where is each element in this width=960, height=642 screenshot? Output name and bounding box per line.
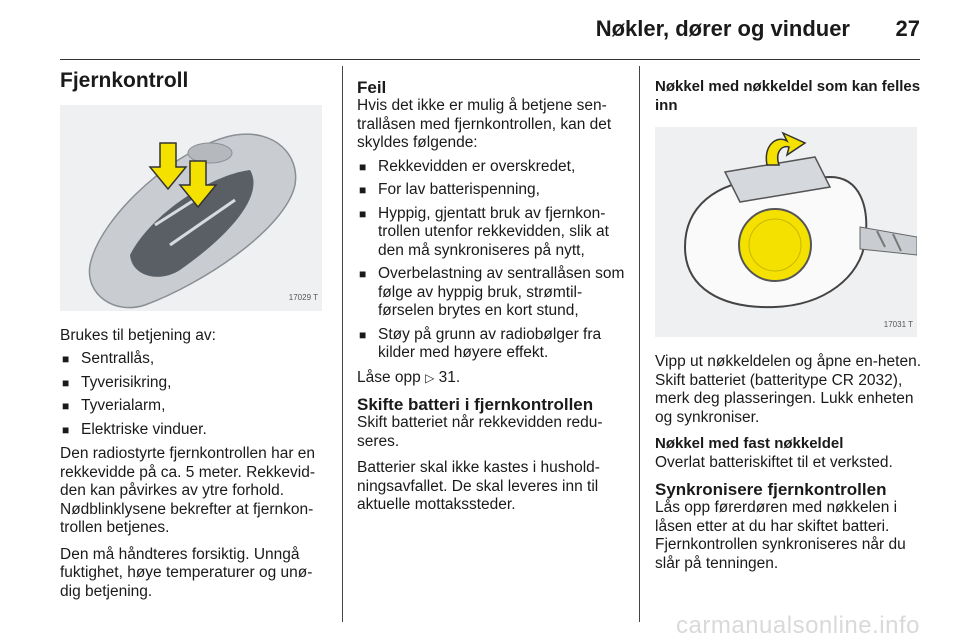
- unlock-reference: [357, 369, 629, 388]
- care-paragraph: Den må håndteres forsiktig. Unngå fuktighet, høye temperaturer og unø-dig betjening.: [60, 545, 313, 600]
- column-divider-2: [639, 66, 640, 622]
- fault-intro: Hvis det ikke er mulig å betjene sen-trallåsen med fjernkontrollen, kan det skyldes følgende:: [357, 97, 612, 151]
- unlock-page-link[interactable]: 31.: [438, 368, 461, 386]
- folding-key-paragraph: Vipp ut nøkkeldelen og åpne en-heten. Skift batteriet (batteritype CR 2032), merk deg plasseringen. Lukk enheten og synkroniser.: [655, 353, 921, 426]
- list-item: ■ Rekkevidden er overskredet,: [357, 158, 629, 177]
- remote-key-illustration: [60, 105, 322, 311]
- section-heading-fault: Feil: [357, 78, 387, 97]
- column-2: [357, 78, 629, 523]
- key-fob-icon: [60, 105, 322, 311]
- section-heading-battery: Skifte batteri i fjernkontrollen: [357, 395, 594, 414]
- usage-intro: Brukes til betjening av:: [60, 326, 216, 344]
- sync-paragraph: Lås opp førerdøren med nøkkelen i låsen etter at du har skiftet batteri. Fjernkontrollen synkroniseres når du slår på tenningen.: [655, 499, 906, 572]
- list-item: ■ Elektriske vinduer.: [60, 421, 332, 440]
- figure-code: 17029 T: [288, 293, 318, 302]
- list-item: ■ Tyverialarm,: [60, 397, 332, 416]
- column-1: [60, 69, 332, 609]
- disposal-paragraph: Batterier skal ikke kastes i hushold-ningsavfallet. De skal leveres inn til aktuelle mottakssteder.: [357, 459, 600, 513]
- section-heading-fixed-key: Nøkkel med fast nøkkeldel: [655, 435, 844, 452]
- header-rule: [60, 59, 920, 60]
- figure-code: 17031 T: [883, 319, 913, 329]
- fault-list: [357, 158, 629, 363]
- list-item: ■ Støy på grunn av radiobølger fra kilder med høyere effekt.: [357, 326, 629, 363]
- battery-paragraph: Skift batteriet når rekkevidden redu-seres.: [357, 414, 603, 450]
- section-heading-remote: Fjernkontroll: [60, 69, 189, 92]
- page-number: 27: [895, 16, 920, 41]
- section-heading-sync: Synkronisere fjernkontrollen: [655, 480, 887, 499]
- list-item: ■ For lav batterispenning,: [357, 181, 629, 200]
- column-divider-1: [342, 66, 343, 622]
- list-item: ■ Hyppig, gjentatt bruk av fjernkon-trollen utenfor rekkevidden, slik at den må synkroniseres på nytt,: [357, 205, 629, 261]
- fixed-key-paragraph: Overlat batteriskiftet til et verksted.: [655, 453, 893, 471]
- column-3: [655, 78, 927, 581]
- list-item: ■ Sentrallås,: [60, 350, 332, 369]
- unlock-label: Låse opp: [357, 368, 426, 386]
- list-item: ■ Overbelastning av sentrallåsen som følge av hyppig bruk, strømtil-førselen brytes en kort stund,: [357, 265, 629, 321]
- range-paragraph: Den radiostyrte fjernkontrollen har en rekkevidde på ca. 5 meter. Rekkevid-den kan påvirkes av ytre forhold. Nødblinklysene bekrefter at fjernkon-trollen betjenes.: [60, 445, 316, 536]
- section-heading-folding-key: Nøkkel med nøkkeldel som kan felles inn: [655, 78, 921, 114]
- page-header: [0, 0, 960, 60]
- page-title: Nøkler, dører og vinduer: [595, 16, 850, 41]
- watermark: carmanualsonline.info: [676, 612, 920, 639]
- page-ref-arrow-icon[interactable]: ▷: [425, 370, 435, 385]
- usage-list: [60, 350, 332, 439]
- list-item: ■ Tyverisikring,: [60, 374, 332, 393]
- battery-change-illustration: [655, 127, 917, 337]
- battery-compartment-icon: [655, 127, 917, 337]
